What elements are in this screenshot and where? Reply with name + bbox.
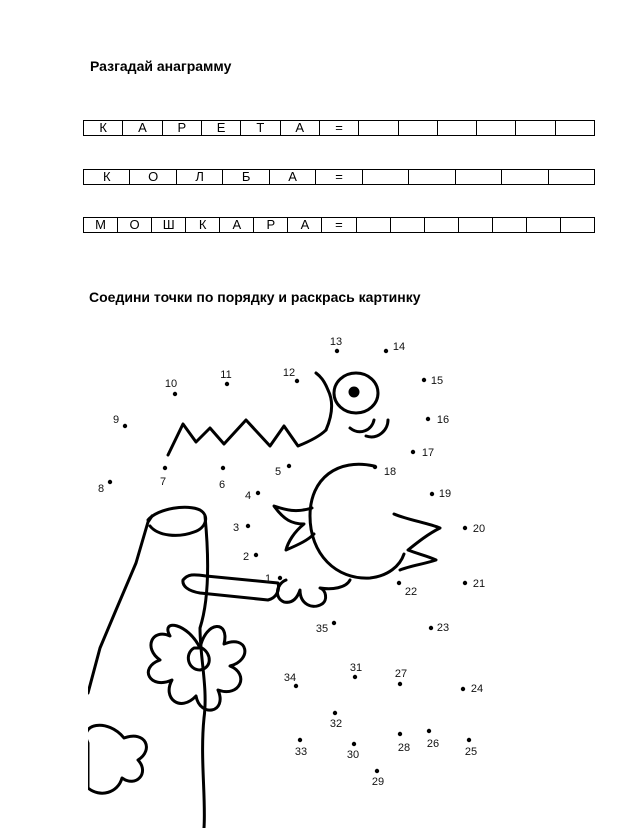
dot-number: 6	[218, 479, 226, 491]
anagram-answer-cell[interactable]	[438, 121, 477, 135]
anagram-letter-cell: =	[320, 121, 359, 135]
dot-point	[173, 392, 177, 396]
dot-number: 13	[329, 336, 343, 348]
anagram-answer-cell[interactable]	[363, 170, 409, 184]
anagram-letter-cell: Р	[254, 218, 288, 232]
bird-brow	[350, 420, 374, 432]
dot-number: 12	[282, 367, 296, 379]
dot-number: 20	[472, 523, 486, 535]
dot-point	[221, 466, 225, 470]
dot-point	[429, 626, 433, 630]
dot-number: 27	[394, 668, 408, 680]
dot-point	[422, 378, 426, 382]
dot-point	[398, 682, 402, 686]
anagram-answer-cell[interactable]	[399, 121, 438, 135]
dot-point	[463, 581, 467, 585]
tree-trunk	[88, 516, 152, 693]
anagram-letter-cell: Б	[223, 170, 269, 184]
anagram-letter-cell: =	[322, 218, 356, 232]
dot-point	[461, 687, 465, 691]
anagram-answer-cell[interactable]	[493, 218, 527, 232]
connect-dots-task-title: Соедини точки по порядку и раскрась картинку	[89, 289, 421, 305]
dot-number: 2	[242, 551, 250, 563]
anagram-letter-cell: Ш	[152, 218, 186, 232]
dot-number: 16	[436, 414, 450, 426]
dot-number: 5	[274, 466, 282, 478]
dot-number: 30	[346, 749, 360, 761]
dot-number: 26	[426, 738, 440, 750]
anagram-letter-cell: =	[316, 170, 362, 184]
anagram-letter-cell: М	[84, 218, 118, 232]
flower-small	[88, 725, 146, 793]
bird-beak	[168, 420, 326, 455]
dot-number: 1	[264, 573, 272, 585]
anagram-letter-cell: Т	[241, 121, 280, 135]
flower-big-center	[188, 648, 209, 670]
dot-point	[256, 491, 260, 495]
bird-neck	[316, 373, 332, 430]
dot-point	[397, 581, 401, 585]
dot-point	[294, 684, 298, 688]
dot-number: 25	[464, 746, 478, 758]
dot-number: 9	[112, 414, 120, 426]
anagram-answer-cell[interactable]	[391, 218, 425, 232]
anagram-answer-cell[interactable]	[561, 218, 594, 232]
dot-point	[332, 621, 336, 625]
dot-point	[427, 729, 431, 733]
dot-point	[426, 417, 430, 421]
anagram-letter-cell: А	[123, 121, 162, 135]
anagram-letter-cell: А	[270, 170, 316, 184]
dot-number: 19	[438, 488, 452, 500]
dot-number: 11	[220, 369, 232, 381]
anagram-letter-cell: А	[288, 218, 322, 232]
dot-point	[163, 466, 167, 470]
anagram-letter-cell: А	[281, 121, 320, 135]
anagram-answer-cell[interactable]	[516, 121, 555, 135]
anagram-answer-cell[interactable]	[459, 218, 493, 232]
bird-pupil	[350, 388, 358, 396]
dot-number: 8	[97, 483, 105, 495]
dot-number: 33	[294, 746, 308, 758]
dot-number: 23	[436, 622, 450, 634]
anagram-letter-cell: К	[84, 170, 130, 184]
dot-number: 35	[315, 623, 329, 635]
dot-point	[463, 526, 467, 530]
anagram-letter-cell: А	[220, 218, 254, 232]
anagram-row-kolba	[83, 169, 595, 185]
dot-number: 28	[397, 742, 411, 754]
dot-point	[467, 738, 471, 742]
dot-number: 24	[470, 683, 484, 695]
anagram-answer-cell[interactable]	[527, 218, 561, 232]
dot-point	[352, 742, 356, 746]
anagram-answer-cell[interactable]	[357, 218, 391, 232]
dot-number: 18	[383, 466, 397, 478]
dot-point	[298, 738, 302, 742]
anagram-letter-cell: К	[84, 121, 123, 135]
dot-point	[246, 524, 250, 528]
dot-point	[398, 732, 402, 736]
dot-point	[373, 465, 377, 469]
anagram-answer-cell[interactable]	[477, 121, 516, 135]
anagram-letter-cell: К	[186, 218, 220, 232]
dot-point	[278, 576, 282, 580]
dot-point	[430, 492, 434, 496]
dot-number: 34	[283, 672, 297, 684]
anagram-answer-cell[interactable]	[549, 170, 594, 184]
anagram-answer-cell[interactable]	[359, 121, 398, 135]
dot-number: 4	[244, 490, 252, 502]
dot-number: 14	[392, 341, 406, 353]
dot-number: 7	[159, 476, 167, 488]
anagram-task-title: Разгадай анаграмму	[90, 58, 232, 74]
tree-trunk-right	[200, 516, 208, 828]
anagram-answer-cell[interactable]	[409, 170, 455, 184]
dot-number: 22	[404, 586, 418, 598]
dot-point	[287, 464, 291, 468]
anagram-row-moshkara	[83, 217, 595, 233]
dot-number: 17	[421, 447, 435, 459]
tree-stump	[148, 507, 206, 535]
dot-point	[411, 450, 415, 454]
anagram-answer-cell[interactable]	[425, 218, 459, 232]
bird-feet	[277, 580, 350, 606]
anagram-answer-cell[interactable]	[556, 121, 594, 135]
anagram-letter-cell: Е	[202, 121, 241, 135]
dot-number: 32	[329, 718, 343, 730]
anagram-letter-cell: О	[118, 218, 152, 232]
dot-number: 21	[472, 578, 486, 590]
dot-number: 3	[232, 522, 240, 534]
dot-point	[254, 553, 258, 557]
dot-point	[333, 711, 337, 715]
dot-point	[375, 769, 379, 773]
dot-point	[295, 379, 299, 383]
anagram-answer-cell[interactable]	[456, 170, 502, 184]
dot-point	[353, 675, 357, 679]
anagram-letter-cell: О	[130, 170, 176, 184]
dot-point	[335, 349, 339, 353]
dot-point	[123, 424, 127, 428]
anagram-answer-cell[interactable]	[502, 170, 548, 184]
dot-point	[225, 382, 229, 386]
dot-number: 31	[349, 662, 363, 674]
connect-dots-picture	[88, 318, 493, 828]
anagram-row-kareta	[83, 120, 595, 136]
dot-number: 15	[430, 375, 444, 387]
bird-body	[310, 464, 404, 578]
anagram-letter-cell: Л	[177, 170, 223, 184]
dot-number: 29	[371, 776, 385, 788]
dot-number: 10	[164, 378, 178, 390]
flower-big	[148, 625, 245, 710]
dot-point	[108, 480, 112, 484]
anagram-letter-cell: Р	[163, 121, 202, 135]
dot-point	[384, 349, 388, 353]
bird-wing	[274, 506, 314, 550]
